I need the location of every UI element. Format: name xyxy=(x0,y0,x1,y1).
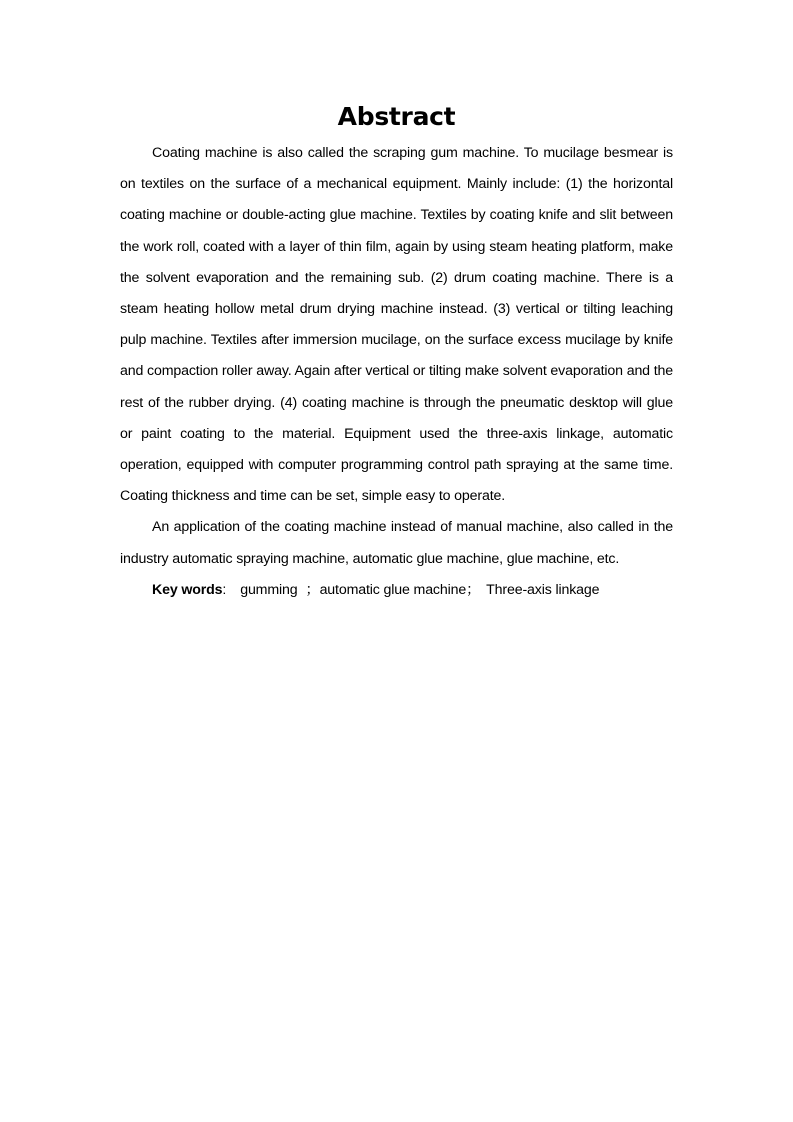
keywords-label: Key words xyxy=(152,581,223,598)
keyword-item: gumming xyxy=(240,581,298,598)
keyword-separator: ； xyxy=(305,581,320,598)
abstract-body xyxy=(120,138,673,606)
abstract-paragraph-1: Coating machine is also called the scraping gum machine. To mucilage besmear is on textiles on the surface of a mechanical equipment. Mainly include: (1) the horizontal coating machine or double-acting glue machine. Textiles by coating knife and slit between the work roll, coated with a layer of thin film, again by using steam heating platform, make the solvent evaporation and the remaining sub. (2) drum coating machine. There is a steam heating hollow metal drum drying machine instead. (3) vertical or tilting leaching pulp machine. Textiles after immersion mucilage, on the surface excess mucilage by knife and compaction roller away. Again after vertical or tilting make solvent evaporation and the rest of the rubber drying. (4) coating machine is through the pneumatic desktop will glue or paint coating to the material. Equipment used the three-axis linkage, automatic operation, equipped with computer programming control path spraying at the same time. Coating thickness and time can be set, simple easy to operate. xyxy=(120,145,673,505)
keyword-separator: ； xyxy=(466,581,481,598)
abstract-title: Abstract xyxy=(337,102,456,131)
keyword-item: Three-axis linkage xyxy=(486,581,600,598)
keyword-item: automatic glue machine xyxy=(319,581,467,598)
keywords-line xyxy=(120,575,673,606)
abstract-paragraph-2: An application of the coating machine instead of manual machine, also called in the industry automatic spraying machine, automatic glue machine, glue machine, etc. xyxy=(120,519,673,567)
keywords-colon: : xyxy=(222,581,227,598)
